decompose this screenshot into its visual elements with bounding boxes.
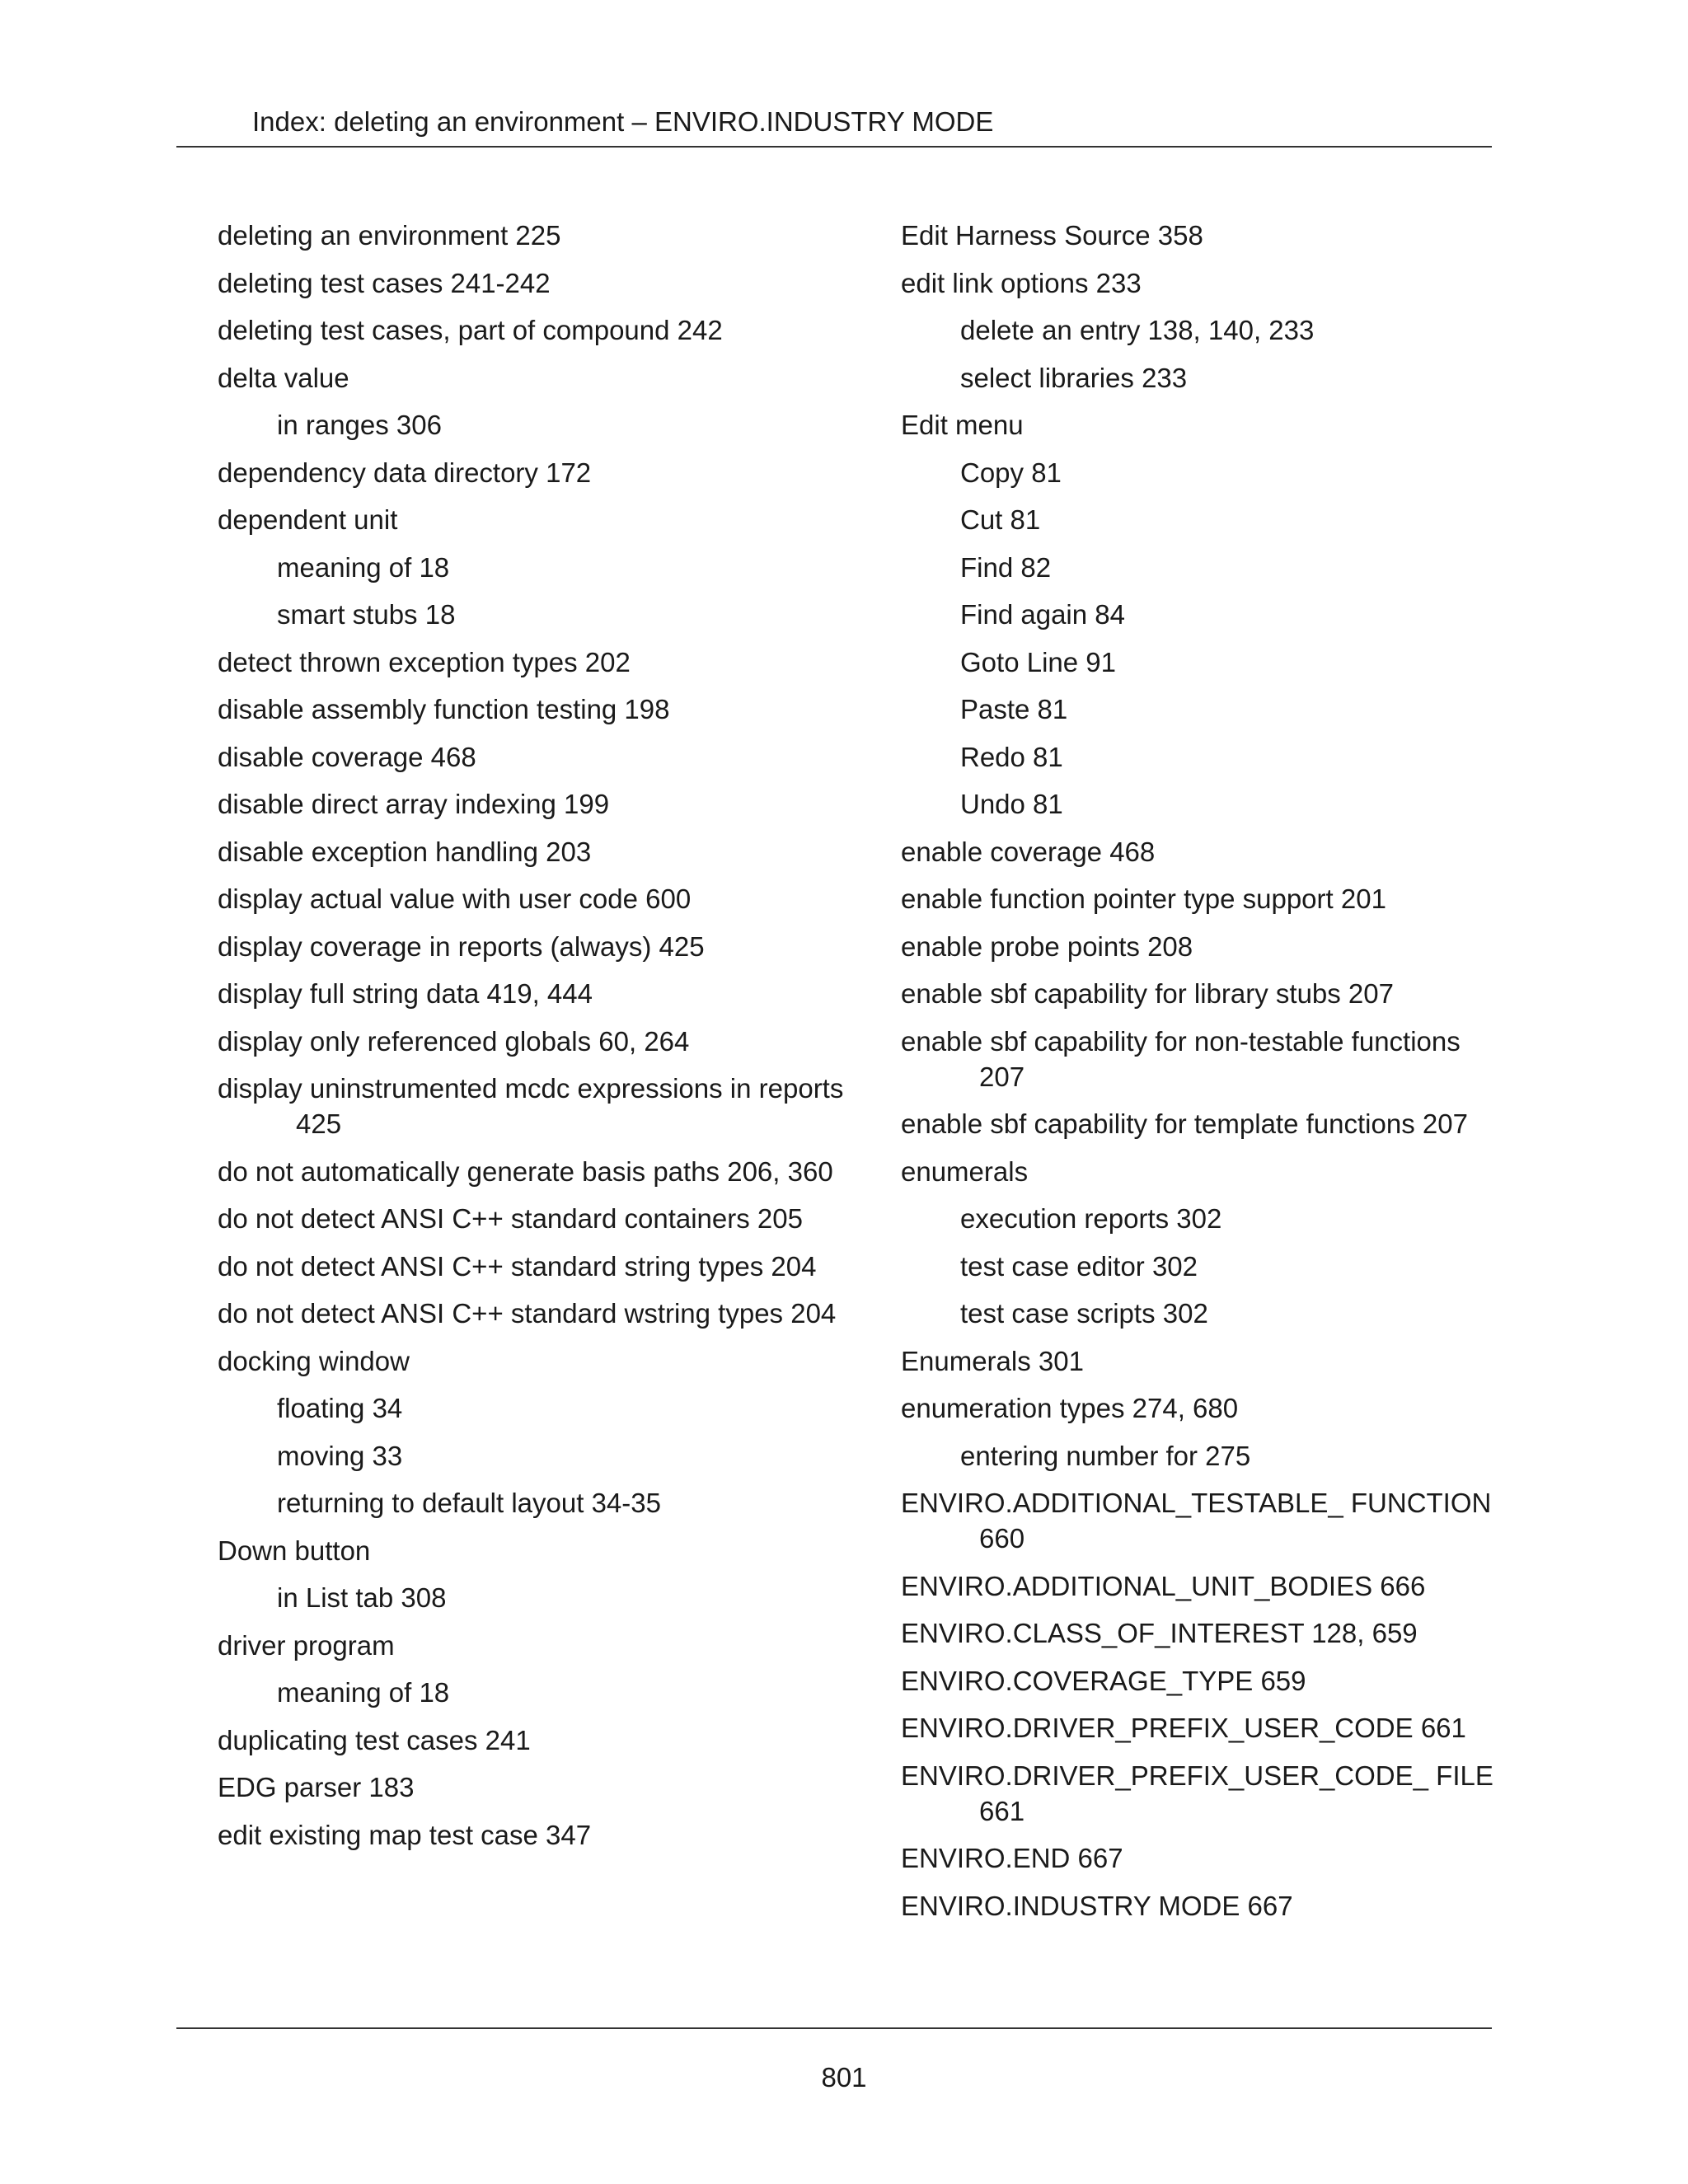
index-entry: deleting test cases, part of compound 242 — [218, 315, 723, 345]
index-subentry: entering number for 275 — [960, 1440, 1251, 1471]
index-entry: EDG parser 183 — [218, 1772, 415, 1802]
index-subentry: execution reports 302 — [960, 1203, 1222, 1234]
index-subentry: test case scripts 302 — [960, 1298, 1208, 1329]
index-entry: enable sbf capability for template functions 207 — [901, 1108, 1468, 1139]
running-header: Index: deleting an environment – ENVIRO.INDUSTRY MODE — [252, 106, 994, 137]
index-entry: delta value — [218, 362, 349, 393]
index-entry: Edit Harness Source 358 — [901, 220, 1203, 251]
index-entry: ENVIRO.INDUSTRY MODE 667 — [901, 1890, 1293, 1921]
index-entry: enable coverage 468 — [901, 836, 1156, 867]
index-entry: display full string data 419, 444 — [218, 978, 593, 1009]
index-entry: display uninstrumented mcdc expressions in reports 425 — [218, 1073, 844, 1139]
index-subentry: Find 82 — [960, 551, 1052, 583]
index-entry: Edit menu — [901, 410, 1024, 440]
index-entry: edit link options 233 — [901, 267, 1142, 298]
index-subentry: test case editor 302 — [960, 1250, 1198, 1282]
index-subentry: Undo 81 — [960, 789, 1063, 819]
index-entry: driver program — [218, 1629, 395, 1661]
header-rule — [176, 146, 1492, 148]
index-entry: enable sbf capability for library stubs 207 — [901, 978, 1394, 1009]
index-entry: enumerals — [901, 1155, 1029, 1187]
index-entry: disable exception handling 203 — [218, 836, 592, 867]
index-entry: do not detect ANSI C++ standard string types 204 — [218, 1250, 817, 1282]
index-subentry: in ranges 306 — [277, 410, 442, 440]
index-entry: detect thrown exception types 202 — [218, 646, 631, 677]
index-entry: edit existing map test case 347 — [218, 1819, 592, 1850]
index-entry: deleting an environment 225 — [218, 220, 561, 251]
index-entry: dependent unit — [218, 504, 398, 535]
index-subentry: Cut 81 — [960, 504, 1041, 535]
index-entry: dependency data directory 172 — [218, 457, 592, 488]
page-number: 801 — [821, 2062, 867, 2093]
index-entry: enumeration types 274, 680 — [901, 1393, 1239, 1423]
index-subentry: Redo 81 — [960, 741, 1063, 772]
index-entry: ENVIRO.END 667 — [901, 1843, 1123, 1873]
index-entry: enable sbf capability for non-testable functions 207 — [901, 1025, 1461, 1092]
index-subentry: smart stubs 18 — [277, 599, 456, 630]
index-subentry: in List tab 308 — [277, 1582, 447, 1613]
index-entry: ENVIRO.DRIVER_PREFIX_USER_CODE 661 — [901, 1713, 1466, 1743]
index-entry: deleting test cases 241-242 — [218, 267, 551, 298]
index-subentry: Goto Line 91 — [960, 646, 1116, 677]
index-subentry: Paste 81 — [960, 694, 1068, 724]
index-subentry: meaning of 18 — [277, 1677, 450, 1708]
footer-rule — [176, 2027, 1492, 2029]
index-subentry: Copy 81 — [960, 457, 1062, 488]
index-subentry: floating 34 — [277, 1393, 403, 1423]
index-entry: disable coverage 468 — [218, 741, 476, 772]
index-subentry: select libraries 233 — [960, 362, 1188, 393]
index-entry: do not detect ANSI C++ standard containers 205 — [218, 1203, 803, 1234]
index-entry: disable direct array indexing 199 — [218, 789, 610, 819]
index-entry: Enumerals 301 — [901, 1345, 1084, 1376]
index-entry: ENVIRO.DRIVER_PREFIX_USER_CODE_ FILE 661 — [901, 1760, 1493, 1826]
index-subentry: delete an entry 138, 140, 233 — [960, 315, 1315, 345]
index-entry: enable function pointer type support 201 — [901, 883, 1386, 914]
index-subentry: meaning of 18 — [277, 551, 450, 583]
index-entry: docking window — [218, 1345, 410, 1376]
index-entry: enable probe points 208 — [901, 930, 1193, 962]
index-entry: duplicating test cases 241 — [218, 1724, 531, 1755]
index-entry: ENVIRO.ADDITIONAL_TESTABLE_ FUNCTION 660 — [901, 1488, 1492, 1554]
index-entry: display actual value with user code 600 — [218, 883, 692, 914]
index-entry: display only referenced globals 60, 264 — [218, 1025, 690, 1057]
index-entry: ENVIRO.ADDITIONAL_UNIT_BODIES 666 — [901, 1570, 1426, 1601]
index-entry: ENVIRO.COVERAGE_TYPE 659 — [901, 1665, 1306, 1696]
index-entry: Down button — [218, 1535, 371, 1566]
index-column-right — [901, 218, 1494, 1935]
index-subentry: Find again 84 — [960, 599, 1125, 630]
index-subentry: moving 33 — [277, 1440, 403, 1471]
index-column-left — [218, 218, 844, 1864]
index-entry: display coverage in reports (always) 425 — [218, 930, 705, 962]
index-subentry: returning to default layout 34-35 — [277, 1488, 661, 1518]
index-entry: ENVIRO.CLASS_OF_INTEREST 128, 659 — [901, 1618, 1418, 1648]
index-entry: do not automatically generate basis paths 206, 360 — [218, 1155, 833, 1187]
index-entry: do not detect ANSI C++ standard wstring types 204 — [218, 1298, 837, 1329]
index-entry: disable assembly function testing 198 — [218, 694, 670, 724]
